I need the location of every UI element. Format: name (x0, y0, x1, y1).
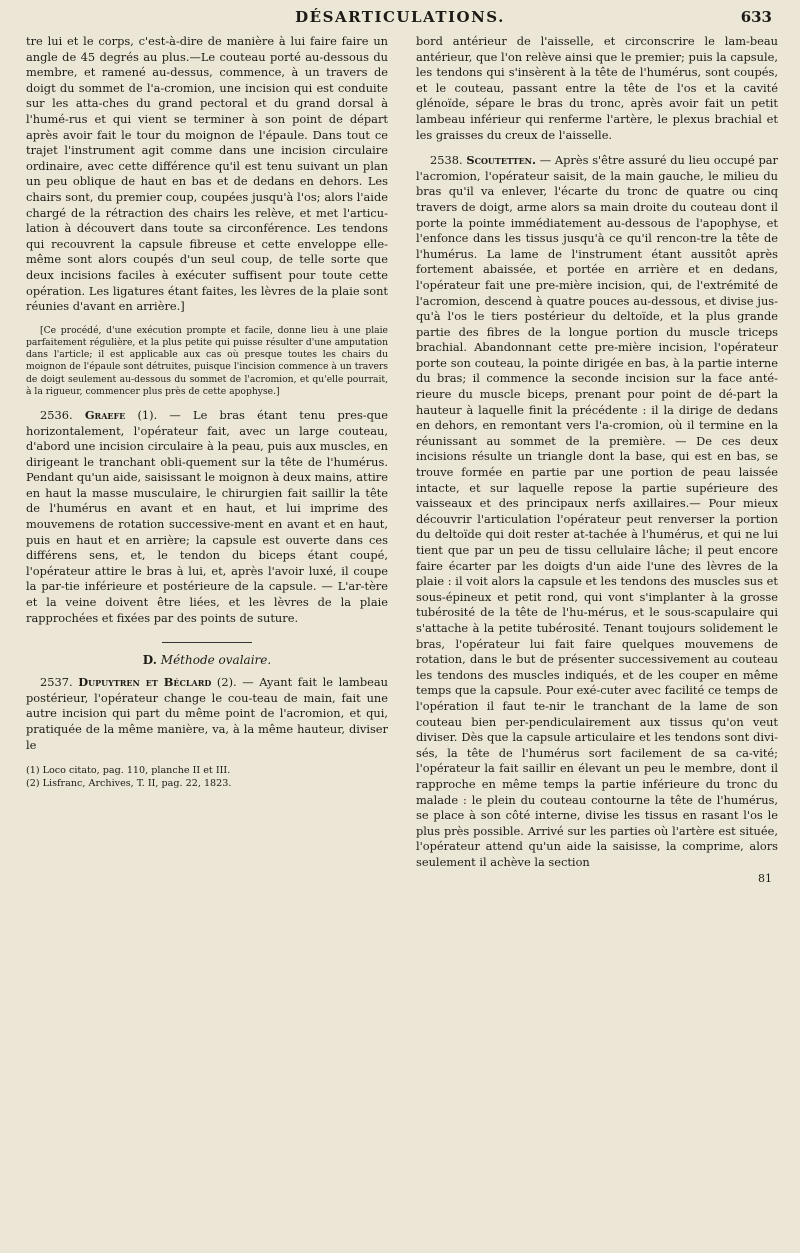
section-letter: D. (142, 653, 157, 668)
author-dupuytren-beclard: Dupuytren et Béclard (78, 675, 212, 690)
section-divider (162, 642, 252, 643)
page-number: 633 (740, 8, 772, 26)
paragraph-2538 (416, 153, 778, 870)
author-scoutetten: Scoutetten. (466, 153, 536, 168)
paragraph-number: 2536. (40, 407, 73, 422)
paragraph-continuation: tre lui et le corps, c'est-à-dire de manière à lui faire faire un angle de 45 degrés au plus.—Le couteau porté au-dessous du membre, et ramené au-dessus, commence, à un travers de doigt du sommet de l'a-cromion, une incision qui est conduite sur les atta-ches du grand pectoral et du grand dorsal à l'humé-rus et qui vient se terminer à son point de départ après avoir fait le tour du moignon de l'épaule. Dans tout ce trajet l'instrument agit comme dans une incision circulaire ordinaire, avec cette différence qu'il est tenu suivant un plan un peu oblique de haut en bas et de dedans en dehors. Les chairs sont, du premier coup, coupées jusqu'à l'os; alors l'aide chargé de la rétraction des chairs les relève, et met l'articu-lation à découvert dans toute sa circonférence. Les tendons qui recouvrent la capsule fibreuse et cette enveloppe elle-même sont alors coupés d'un seul coup, de telle sorte que deux incisions faciles à exécuter suffisent pour toute cette opération. Les ligatures étant faites, les lèvres de la plaie sont réunies d'avant en arrière.] (26, 34, 388, 314)
paragraph-number: 2537. (40, 675, 73, 690)
section-title: Méthode ovalaire. (160, 653, 272, 668)
paragraph-2537 (26, 675, 388, 753)
signature-mark: 81 (758, 872, 772, 886)
footnote-1: (1) Loco citato, pag. 110, planche II et III. (26, 765, 231, 777)
left-column (26, 34, 388, 791)
footnote-2: (2) Lisfranc, Archives, T. II, pag. 22, 1823. (26, 777, 232, 789)
paragraph-text: (1). — Le bras étant tenu pres-que horizontalement, l'opérateur fait, avec un large couteau, d'abord une incision circulaire à la peau, puis aux muscles, en dirigeant le tranchant obli-quement sur la tête de l'humérus. Pendant qu'un aide, saisissant le moignon à deux mains, attire en haut la masse musculaire, le chirurgien fait saillir la tête de l'humérus en avant et en haut, et lui imprime des mouvemens de rotation successive-ment en avant et en haut, puis en haut et en arrière; la capsule est ouverte dans ces différens sens, et, le tendon du biceps étant coupé, l'opérateur attire le bras à lui, et, après l'avoir luxé, il coupe la par-tie inférieure et postérieure de la capsule. — L'ar-tère et la veine doivent être liées, et les lèvres de la plaie rapprochées et fixées par des points de suture. (26, 407, 389, 625)
paragraph-text: — Après s'être assuré du lieu occupé par l'acromion, l'opérateur saisit, de la main gauche, le milieu du bras qu'il va enlever, l'écarte du tronc de quatre ou cinq travers de doigt, arme alors sa main droite du couteau dont il porte la pointe immédiatement au-dessous de l'apophyse, et l'enfonce dans les tissus jusqu'à ce qu'il rencon-tre la tête de l'humérus. La lame de l'instrument étant aussitôt après fortement abaissée, et portée en arrière et en dedans, l'opérateur fait une pre-mière incision, qui, de l'extrémité de l'acromion, descend à quatre pouces au-dessous, et divise jus-qu'à l'os le tiers postérieur du deltoïde, et la plus grande partie des fibres de la longue portion du muscle triceps brachial. Abandonnant cette pre-mière incision, l'opérateur porte son couteau, la pointe dirigée en bas, à la partie interne du bras; il commence la seconde incision sur la face anté-rieure du muscle biceps, prenant pour point de dé-part la hauteur à laquelle finit la précédente : il la dirige de dedans en dehors, en remontant vers l'a-cromion, où il termine en la réunissant au sommet de la première. — De ces deux incisions résulte un triangle dont la base, qui est en bas, se trouve formée en partie par une portion de peau laissée intacte, et sur laquelle repose la partie supérieure des vaisseaux et des principaux nerfs axillaires.— Pour mieux découvrir l'articulation l'opérateur peut renverser la portion du deltoïde qui doit rester at-tachée à l'humérus, et qui ne lui tient que par un peu de tissu cellulaire lâche; il peut encore faire écarter par les doigts d'un aide l'une des lèvres de la plaie : il voit alors la capsule et les tendons des muscles sus et sous-épineux et petit rond, qui vont s'implanter à la grosse tubérosité de la tête de l'hu-mérus, et le sous-scapulaire qui s'attache à la petite tubérosité. Tenant toujours solidement le bras, l'opérateur lui fait faire quelques mouvemens de rotation, dans le but de présenter successivement au couteau les tendons des muscles indiqués, et de les couper en même temps que la capsule. Pour exé-cuter avec facilité ce temps de l'opération il faut te-nir le tranchant de la lame de son couteau bien per-pendiculairement aux tissus qu'on veut diviser. Dès que la capsule articulaire et les tendons sont divi-sés, la tête de l'humérus sort facilement de sa ca-vité; l'opérateur la fait saillir en élevant un peu le membre, dont il rapproche en même temps la partie inférieure du tronc du malade : le plein du couteau contourne la tête de l'humérus, se place à son côté interne, divise les tissus en rasant l'os le plus près possible. Arrivé sur les parties où l'artère est située, l'opérateur attend qu'un aide la saisisse, la comprime, alors seulement il achève la section (416, 153, 778, 869)
running-header: DÉSARTICULATIONS. (295, 8, 505, 26)
author-graefe: Graefe (84, 407, 126, 422)
paragraph-number: 2538. (430, 153, 463, 168)
footnotes (26, 765, 388, 791)
right-column (416, 34, 778, 885)
paragraph-2536 (26, 408, 388, 626)
paragraph-continuation: bord antérieur de l'aisselle, et circonscrire le lam-beau antérieur, que l'on relève ainsi que le premier; puis la capsule, les tendons qui s'insèrent à la tête de l'humérus, sont coupés, et le couteau, passant entre la tête de l'os et la cavité glénoïde, sépare le bras du tronc, après avoir fait un petit lambeau inférieur qui renferme l'artère, le plexus brachial et les graisses du creux de l'aisselle. (416, 34, 778, 142)
section-heading (26, 653, 388, 667)
paragraph-text: (2). — Ayant fait le lambeau postérieur, l'opérateur change le cou-teau de main, fait une autre incision qui part du même point de l'acromion, et qui, pratiquée de la même manière, va, à la même hauteur, diviser le (26, 675, 389, 752)
editorial-note: [Ce procédé, d'une exécution prompte et facile, donne lieu à une plaie parfaitement régulière, et la plus petite qui puisse résulter d'une amputation dans l'article; il est applicable aux cas où presque toutes les chairs du moignon de l'épaule sont détruites, puisque l'incision commence à un travers de doigt seulement au-dessous du sommet de l'acromion, et qu'elle pourrait, à la rigueur, commencer plus près de cette apophyse.] (26, 324, 388, 397)
